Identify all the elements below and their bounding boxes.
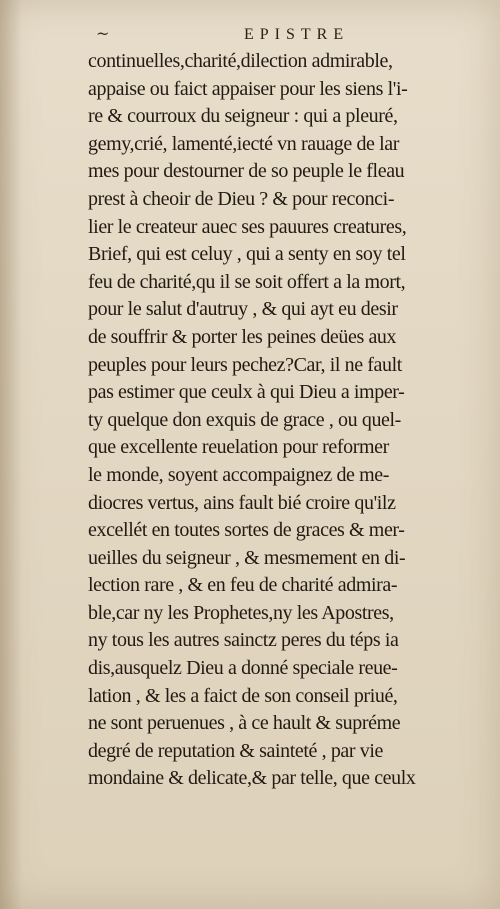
text-line: lier le createur auec ses pauures creatures, (88, 215, 407, 238)
text-line: appaise ou faict appaiser pour les siens l'i- (88, 77, 408, 100)
running-title: EPISTRE (244, 26, 350, 43)
text-line: lection rare , & en feu de charité admira- (88, 574, 398, 597)
running-head (0, 24, 500, 46)
text-line: lation , & les a faict de son conseil priué, (88, 684, 398, 707)
text-line: que excellente reuelation pour reformer (88, 436, 389, 459)
text-line: peuples pour leurs pechez?Car, il ne fault (88, 353, 402, 376)
text-line: diocres vertus, ains fault bié croire qu'ilz (88, 491, 396, 514)
body-text (88, 48, 490, 793)
text-line: de souffrir & porter les peines deües aux (88, 325, 397, 348)
text-line: ueilles du seigneur , & mesmement en di- (88, 546, 406, 569)
text-line: continuelles,charité,dilection admirable, (88, 50, 393, 72)
text-line: mondaine & delicate,& par telle, que ceulx (88, 767, 416, 790)
text-line: mes pour destourner de so peuple le fleau (88, 160, 405, 183)
text-line: pas estimer que ceulx à qui Dieu a imper- (88, 381, 405, 404)
text-line: ty quelque don exquis de grace , ou quel- (88, 408, 401, 431)
text-line: le monde, soyent accompaignez de me- (88, 463, 390, 486)
text-line: gemy,crié, lamenté,iecté vn rauage de lar (88, 132, 400, 155)
text-line: ble,car ny les Prophetes,ny les Apostres, (88, 601, 394, 624)
page-mark: ~ (96, 24, 110, 43)
text-line: ne sont peruenues , à ce hault & supréme (88, 712, 401, 735)
text-line: re & courroux du seigneur : qui a pleuré, (88, 105, 398, 128)
text-line: Brief, qui est celuy , qui a senty en soy tel (88, 243, 406, 266)
text-line: dis,ausquelz Dieu a donné speciale reue- (88, 657, 398, 680)
text-line: excellét en toutes sortes de graces & mer- (88, 519, 405, 542)
text-line: pour le salut d'autruy , & qui ayt eu desir (88, 298, 398, 321)
gutter-shadow (0, 0, 22, 909)
text-line: prest à cheoir de Dieu ? & pour reconci- (88, 187, 395, 210)
text-line: feu de charité,qu il se soit offert a la mort, (88, 270, 406, 293)
text-line: ny tous les autres sainctz peres du téps ia (88, 629, 399, 652)
text-line: degré de reputation & sainteté , par vie (88, 739, 383, 762)
